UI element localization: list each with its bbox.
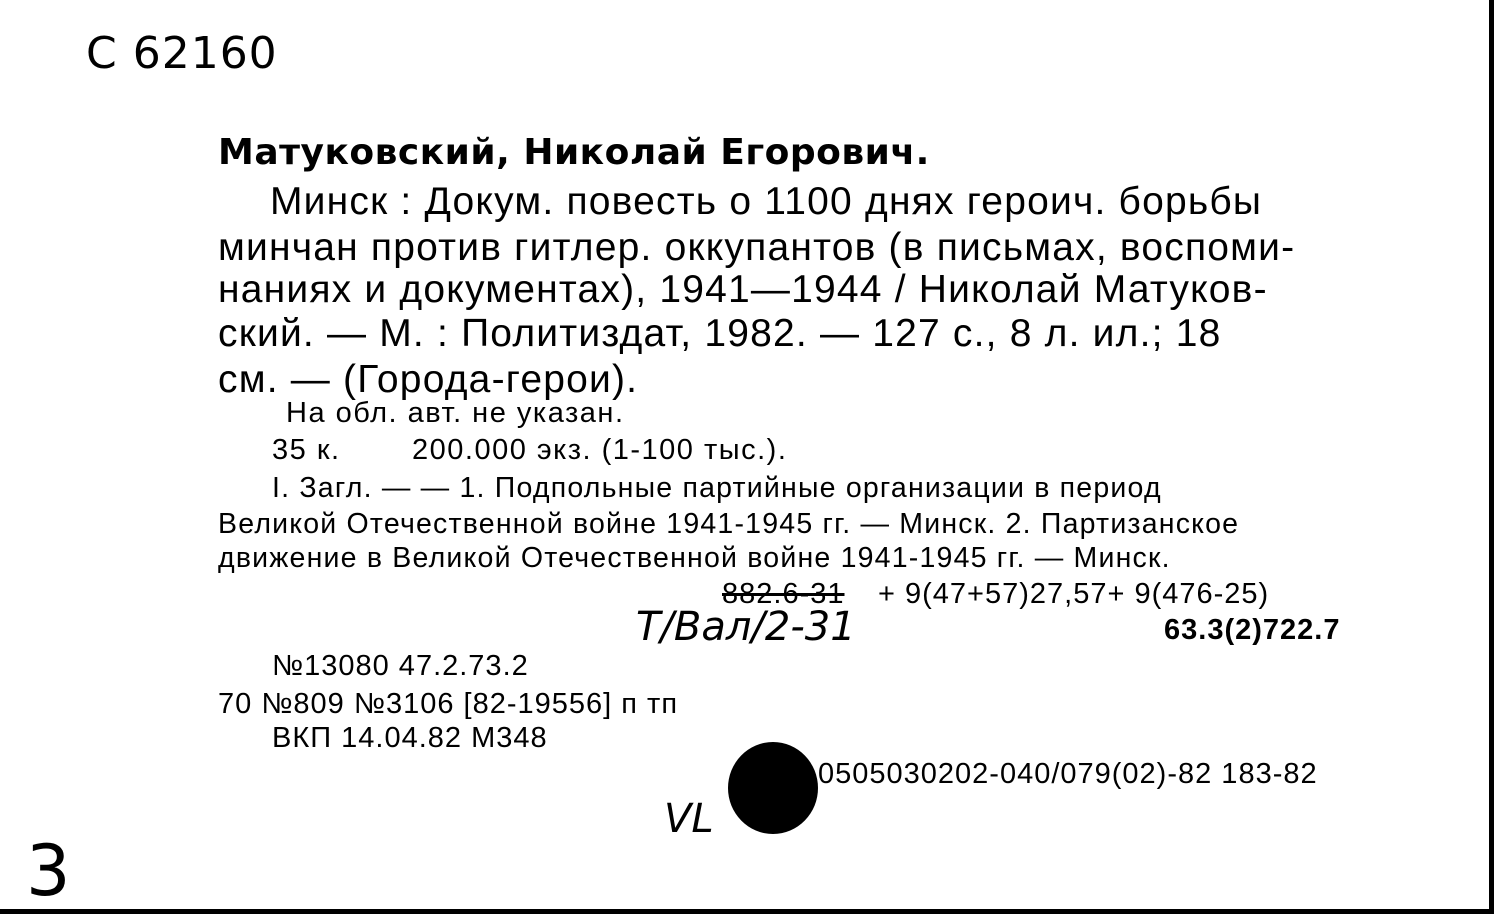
handwritten-number: 3 [26, 830, 71, 912]
isbn-code: 0505030202-040/079(02)-82 183-82 [818, 758, 1318, 790]
description-line: см. — (Города-герои). [218, 358, 639, 401]
subject-line: Великой Отечественной войне 1941-1945 гг. — Минск. 2. Партизанское [218, 508, 1240, 540]
description-line: ский. — М. : Политиздат, 1982. — 127 с., 8 л. ил.; 18 [218, 312, 1222, 355]
handwritten-initials: VL [664, 796, 714, 842]
accession-line-1: №13080 47.2.73.2 [272, 650, 529, 682]
copies: 200.000 экз. (1-100 тыс.). [412, 434, 788, 466]
crossed-out-classification: 882.6-31 [722, 578, 845, 610]
description-line: минчан против гитлер. оккупантов (в письмах, воспоми- [218, 226, 1296, 269]
classification-codes: + 9(47+57)27,57+ 9(476-25) [878, 578, 1270, 610]
shelf-mark: С 62160 [86, 28, 278, 79]
punch-hole-dot [728, 742, 818, 834]
description-line: Минск : Докум. повесть о 1100 днях героич. борьбы [270, 180, 1263, 223]
author-heading: Матуковский, Николай Егорович. [218, 132, 930, 173]
description-line: наниях и документах), 1941—1944 / Николай Матуков- [218, 268, 1268, 311]
subject-line: движение в Великой Отечественной войне 1941-1945 гг. — Минск. [218, 542, 1171, 574]
price: 35 к. [272, 434, 341, 466]
handwritten-code: Т/Вал/2-31 [636, 604, 856, 650]
note-line: На обл. авт. не указан. [286, 397, 625, 429]
bbk-code: 63.3(2)722.7 [1164, 614, 1341, 646]
accession-line-2: 70 №809 №3106 [82-19556] п тп [218, 688, 679, 720]
vkp-line: ВКП 14.04.82 М348 [272, 722, 548, 754]
subject-line: I. Загл. — — 1. Подпольные партийные организации в период [272, 472, 1162, 504]
